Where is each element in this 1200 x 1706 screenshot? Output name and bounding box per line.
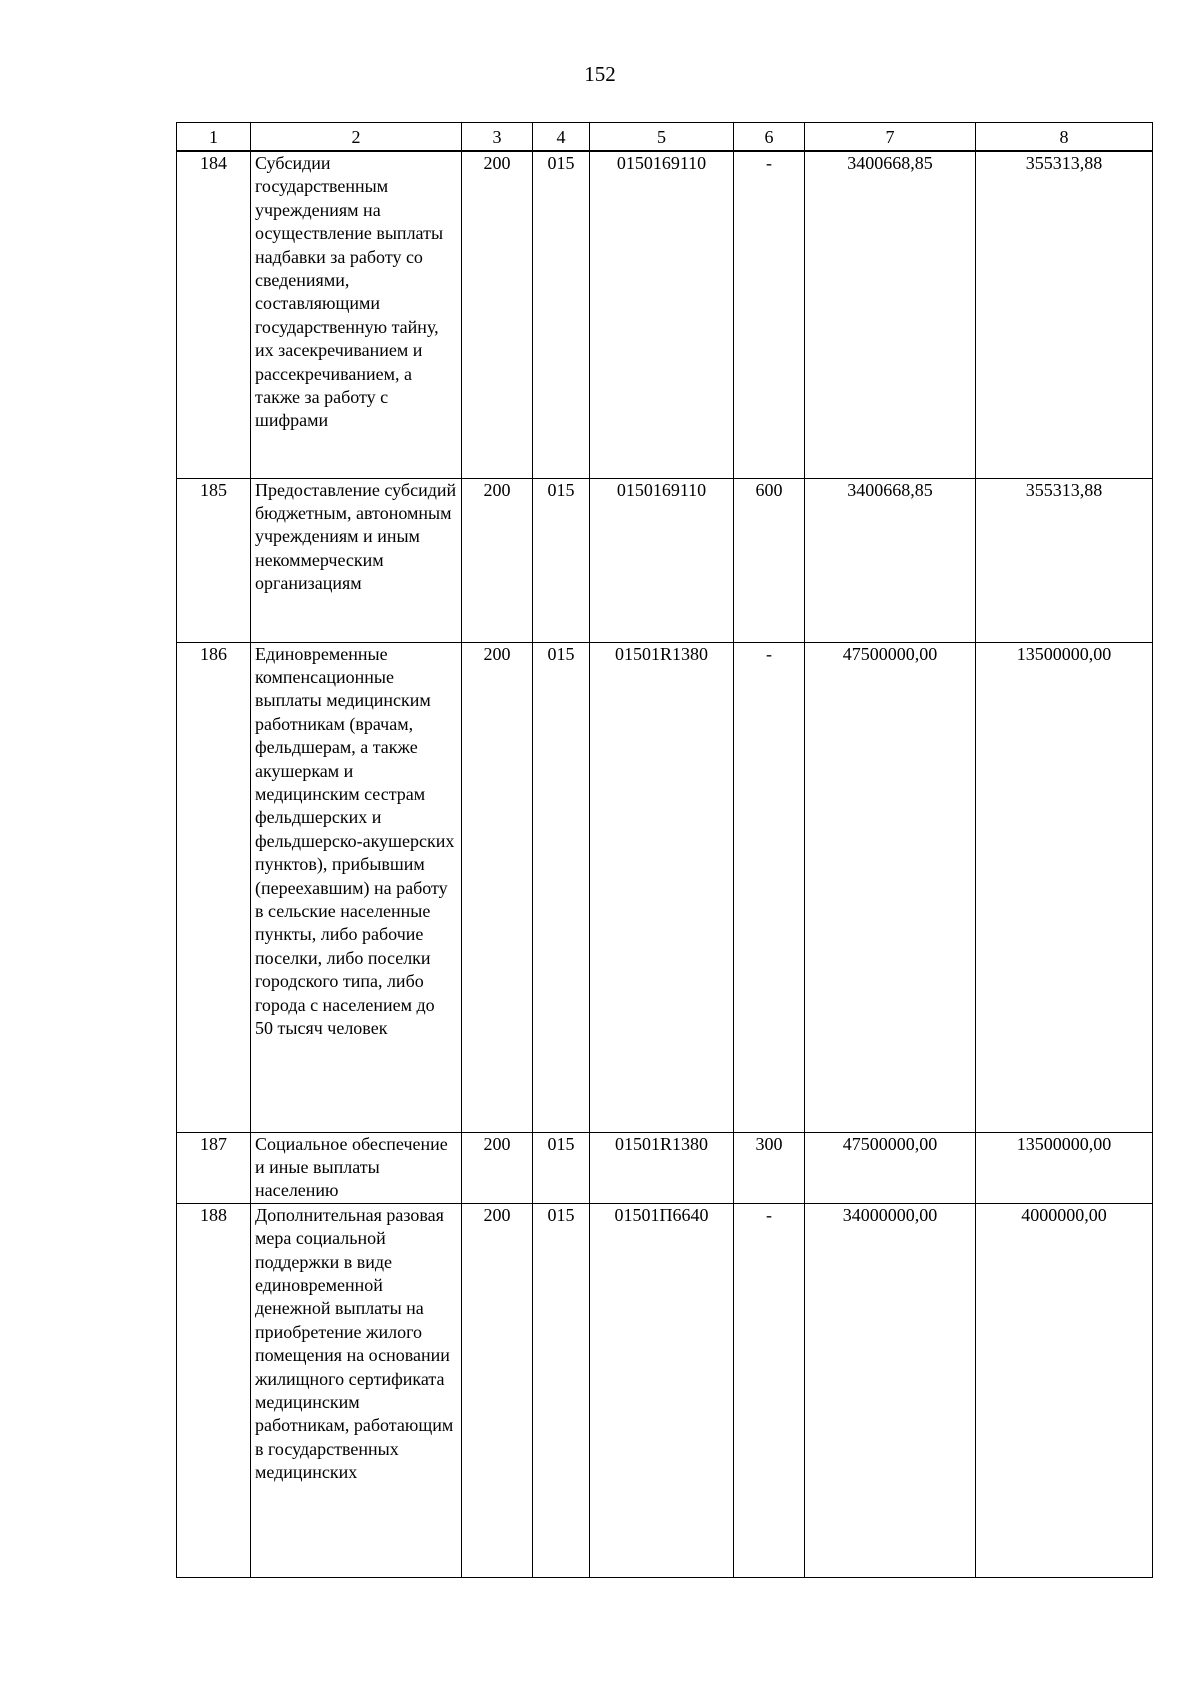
row-amount-1: 47500000,00 xyxy=(805,642,976,1132)
row-name: Социальное обеспечение и иные выплаты населению xyxy=(251,1132,462,1203)
table-row xyxy=(177,642,1153,1132)
row-expense-type: 600 xyxy=(734,478,805,642)
row-number: 188 xyxy=(177,1203,251,1577)
row-amount-1: 3400668,85 xyxy=(805,151,976,478)
row-col-4: 015 xyxy=(533,151,590,478)
row-col-4: 015 xyxy=(533,1132,590,1203)
row-number: 187 xyxy=(177,1132,251,1203)
row-col-3: 200 xyxy=(462,642,533,1132)
row-target-code: 01501R1380 xyxy=(590,1132,734,1203)
header-col-1: 1 xyxy=(177,123,251,152)
row-target-code: 01501П6640 xyxy=(590,1203,734,1577)
row-expense-type: - xyxy=(734,151,805,478)
row-name: Дополнительная разовая мера социальной поддержки в виде единовременной денежной выплаты на приобретение жилого помещения на основании жилищного сертификата медицинским работникам, работающим в государственных медицинских xyxy=(251,1203,462,1577)
row-col-3: 200 xyxy=(462,1203,533,1577)
row-col-4: 015 xyxy=(533,478,590,642)
row-expense-type: - xyxy=(734,1203,805,1577)
budget-table xyxy=(176,122,1153,1578)
header-col-5: 5 xyxy=(590,123,734,152)
row-amount-1: 34000000,00 xyxy=(805,1203,976,1577)
row-expense-type: - xyxy=(734,642,805,1132)
row-name: Предоставление субсидий бюджетным, автономным учреждениям и иным некоммерческим организациям xyxy=(251,478,462,642)
row-amount-1: 47500000,00 xyxy=(805,1132,976,1203)
row-number: 185 xyxy=(177,478,251,642)
row-amount-2: 13500000,00 xyxy=(976,1132,1153,1203)
row-target-code: 01501R1380 xyxy=(590,642,734,1132)
table-row xyxy=(177,478,1153,642)
row-col-3: 200 xyxy=(462,478,533,642)
row-amount-1: 3400668,85 xyxy=(805,478,976,642)
row-number: 186 xyxy=(177,642,251,1132)
row-amount-2: 355313,88 xyxy=(976,478,1153,642)
row-expense-type: 300 xyxy=(734,1132,805,1203)
table-row xyxy=(177,1203,1153,1577)
header-col-3: 3 xyxy=(462,123,533,152)
row-amount-2: 13500000,00 xyxy=(976,642,1153,1132)
header-col-6: 6 xyxy=(734,123,805,152)
page-number: 152 xyxy=(584,62,616,86)
table-row xyxy=(177,151,1153,478)
row-amount-2: 355313,88 xyxy=(976,151,1153,478)
header-col-7: 7 xyxy=(805,123,976,152)
header-col-2: 2 xyxy=(251,123,462,152)
row-name: Единовременные компенсационные выплаты медицинским работникам (врачам, фельдшерам, а также акушеркам и медицинским сестрам фельдшерских и фельдшерско-акушерских пунктов), прибывшим (переехавшим) на работу в сельские населенные пункты, либо рабочие поселки, либо поселки городского типа, либо города с населением до 50 тысяч человек xyxy=(251,642,462,1132)
row-col-3: 200 xyxy=(462,1132,533,1203)
header-col-4: 4 xyxy=(533,123,590,152)
row-number: 184 xyxy=(177,151,251,478)
row-col-3: 200 xyxy=(462,151,533,478)
row-amount-2: 4000000,00 xyxy=(976,1203,1153,1577)
header-col-8: 8 xyxy=(976,123,1153,152)
row-target-code: 0150169110 xyxy=(590,151,734,478)
table-row xyxy=(177,1132,1153,1203)
row-col-4: 015 xyxy=(533,1203,590,1577)
row-col-4: 015 xyxy=(533,642,590,1132)
row-target-code: 0150169110 xyxy=(590,478,734,642)
table-header-row xyxy=(177,123,1153,152)
row-name: Субсидии государственным учреждениям на осуществление выплаты надбавки за работу со сведениями, составляющими государственную тайну, их засекречиванием и рассекречиванием, а также за работу с шифрами xyxy=(251,151,462,478)
